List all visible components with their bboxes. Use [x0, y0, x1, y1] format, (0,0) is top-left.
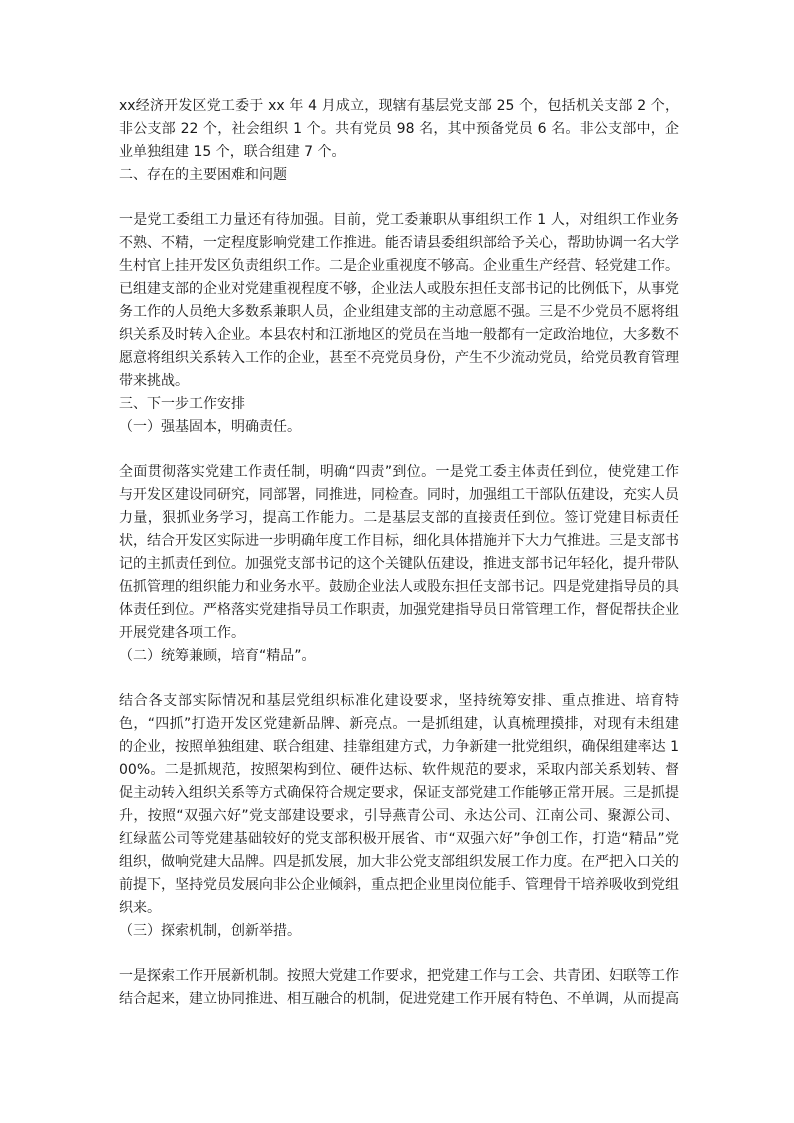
document-page: [119, 95, 679, 1011]
subheading-3: （三）探索机制，创新举措。: [119, 923, 301, 939]
problems-paragraph: 一是党工委组工力量还有待加强。目前，党工委兼职从事组织工作 1 人，对组织工作业务不熟、不精，一定程度影响党建工作推进。能否请县委组织部给予关心，帮助协调一名大学生村官上挂开发区负责组织工作。二是企业重视度不够高。企业重生产经营、轻党建工作。已组建支部的企业对党建重视程度不够，企业法人或股东担任支部书记的比例低下，从事党务工作的人员绝大多数系兼职人员，企业组建支部的主动意愿不强。三是不少党员不愿将组织关系及时转入企业。本县农村和江浙地区的党员在当地一般都有一定政治地位，大多数不愿意将组织关系转入工作的企业，甚至不亮党员身份，产生不少流动党员，给党员教育管理带来挑战。: [119, 212, 679, 389]
subsection-1-paragraph: 全面贯彻落实党建工作责任制，明确“四责”到位。一是党工委主体责任到位，使党建工作与开发区建设同研究，同部署，同推进，同检查。同时，加强组工干部队伍建设，充实人员力量，狠抓业务学习，提高工作能力。二是基层支部的直接责任到位。签订党建目标责任状，结合开发区实际进一步明确年度工作目标，细化具体措施并下大力气推进。三是支部书记的主抓责任到位。加强党支部书记的这个关键队伍建设，推进支部书记年轻化，提升带队伍抓管理的组织能力和业务水平。鼓励企业法人或股东担任支部书记。四是党建指导员的具体责任到位。严格落实党建指导员工作职责，加强党建指导员日常管理工作，督促帮扶企业开展党建各项工作。: [119, 464, 679, 641]
subsection-2-paragraph: 结合各支部实际情况和基层党组织标准化建设要求，坚持统筹安排、重点推进、培育特色，“四抓”打造开发区党建新品牌、新亮点。一是抓组建，认真梳理摸排，对现有未组建的企业，按照单独组建、联合组建、挂靠组建方式，力争新建一批党组织，确保组建率达 100%。二是抓规范，按照架构到位、硬件达标、软件规范的要求，采取内部关系划转、督促主动转入组织关系等方式确保符合规定要求，保证支部党建工作能够正常开展。三是抓提升，按照“双强六好”党支部建设要求，引导燕青公司、永达公司、江南公司、聚源公司、红绿蓝公司等党建基础较好的党支部积极开展省、市“双强六好”争创工作，打造“精品”党组织，做响党建大品牌。四是抓发展，加大非公党支部组织发展工作力度。在严把入口关的前提下，坚持党员发展向非公企业倾斜，重点把企业里岗位能手、管理骨干培养吸收到党组织来。: [119, 693, 679, 916]
section-heading-problems: 二、存在的主要困难和问题: [119, 167, 287, 183]
subheading-2: （二）统筹兼顾，培育“精品”。: [119, 648, 316, 664]
subsection-3-paragraph: 一是探索工作开展新机制。按照大党建工作要求，把党建工作与工会、共青团、妇联等工作结合起来，建立协同推进、相互融合的机制，促进党建工作开展有特色、不单调，从而提高: [119, 968, 679, 1007]
section-heading-next-steps: 三、下一步工作安排: [119, 396, 245, 412]
subheading-1: （一）强基固本，明确责任。: [119, 419, 301, 435]
intro-paragraph: xx经济开发区党工委于 xx 年 4 月成立，现辖有基层党支部 25 个，包括机关支部 2 个，非公支部 22 个，社会组织 1 个。共有党员 98 名，其中预备党员 6 名。非公支部中，企业单独组建 15 个，联合组建 7 个。: [119, 98, 679, 160]
